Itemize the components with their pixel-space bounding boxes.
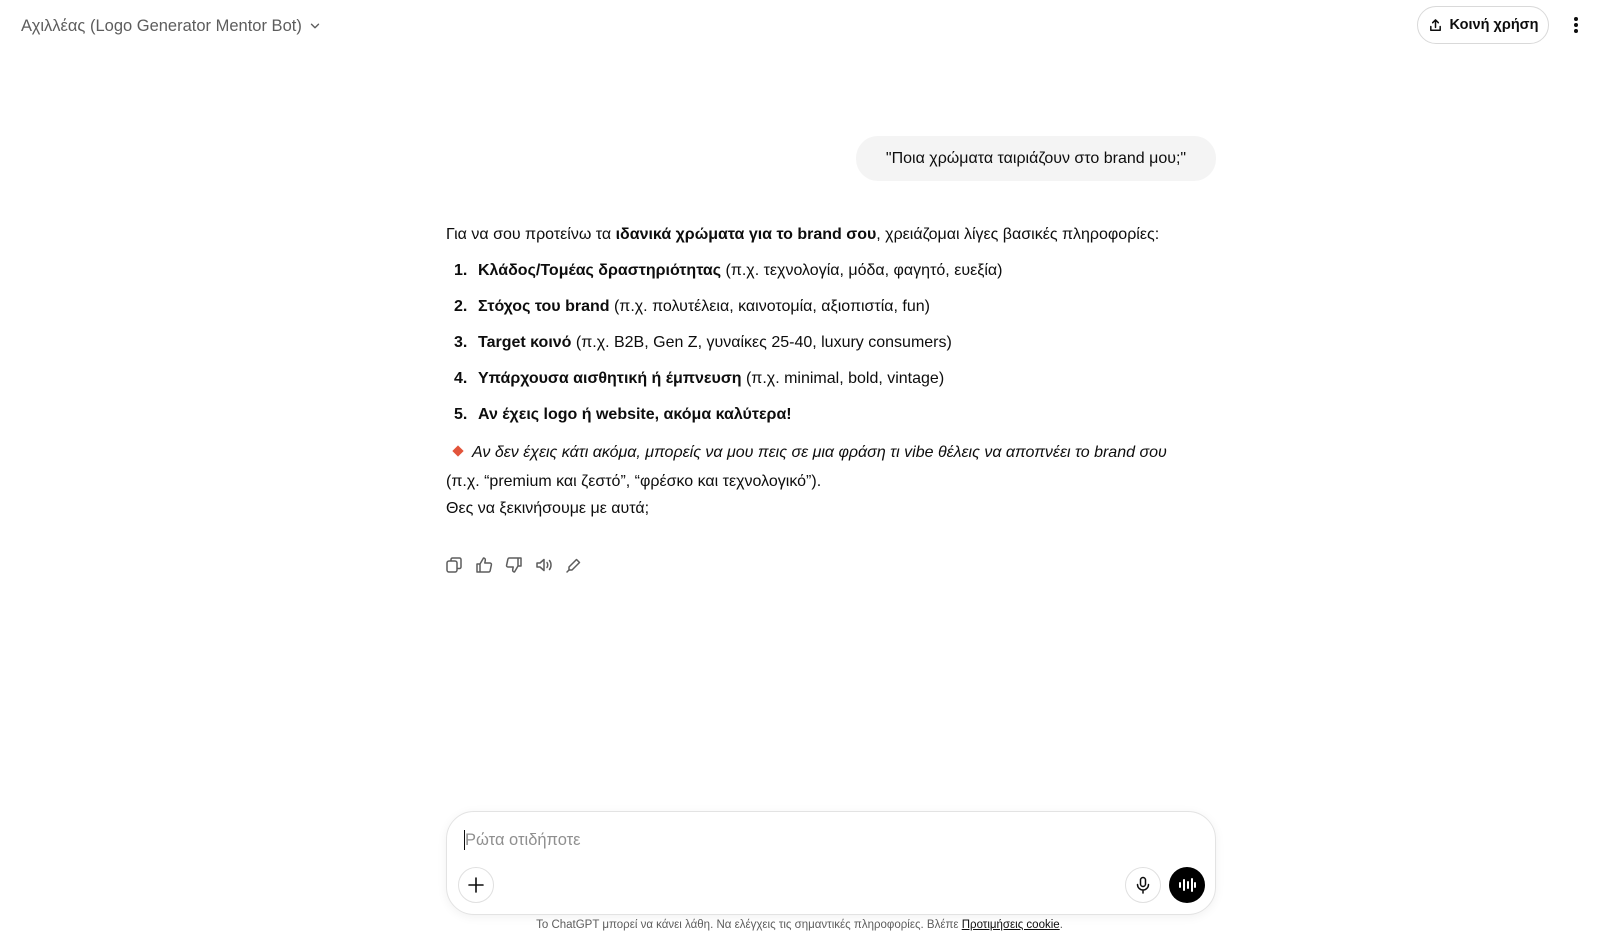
list-item-bold: Υπάρχουσα αισθητική ή έμπνευση: [478, 370, 742, 387]
share-button[interactable]: [1417, 6, 1549, 44]
footer-disclaimer: [0, 919, 1599, 935]
voice-mode-icon: [1177, 875, 1197, 895]
list-item: [446, 330, 1206, 356]
orange-diamond-icon: [452, 445, 463, 456]
read-aloud-icon: [535, 556, 553, 574]
attach-button[interactable]: [458, 867, 494, 903]
share-label: Κοινή χρήση: [1449, 17, 1539, 33]
thumbs-up-button[interactable]: [474, 555, 494, 575]
disclaimer-end: .: [1059, 919, 1063, 931]
intro-prefix: Για να σου προτείνω τα: [446, 226, 616, 243]
plus-icon: [467, 876, 485, 894]
user-message-bubble: [856, 136, 1216, 181]
read-aloud-button[interactable]: [534, 555, 554, 575]
assistant-message: [446, 222, 1206, 522]
message-input[interactable]: [465, 826, 1185, 854]
voice-mode-button[interactable]: [1169, 867, 1205, 903]
list-item: [446, 258, 1206, 284]
intro-bold: ιδανικά χρώματα για το brand σου: [615, 226, 877, 243]
user-message-text: "Ποια χρώματα ταιριάζουν στο brand μου;": [885, 149, 1187, 167]
microphone-icon: [1134, 876, 1152, 894]
list-item-text: (π.χ. πολυτέλεια, καινοτομία, αξιοπιστία, fun): [609, 298, 930, 315]
disclaimer-text: Το ChatGPT μπορεί να κάνει λάθη. Να ελέγχεις τις σημαντικές πληροφορίες. Βλέπε: [536, 919, 962, 931]
list-item-text: (π.χ. τεχνολογία, μόδα, φαγητό, ευεξία): [721, 262, 1003, 279]
list-item-bold: Αν έχεις logo ή website, ακόμα καλύτερα!: [478, 406, 792, 423]
text-caret: [464, 830, 465, 850]
list-number: 3.: [454, 334, 468, 351]
dictate-button[interactable]: [1125, 867, 1161, 903]
requirements-list: [446, 258, 1206, 428]
model-name: Αχιλλέας (Logo Generator Mentor Bot): [21, 16, 302, 35]
assistant-note: [446, 438, 1206, 496]
note-examples: (π.χ. “premium και ζεστό”, “φρέσκο και τεχνολογικό”).: [446, 473, 822, 490]
list-item-text: (π.χ. minimal, bold, vintage): [741, 370, 945, 387]
top-bar: [0, 0, 1599, 52]
list-item: [446, 294, 1206, 320]
more-vertical-icon: [1573, 16, 1579, 34]
list-item-bold: Στόχος του brand: [478, 298, 610, 315]
thumbs-up-icon: [475, 556, 493, 574]
composer: [446, 811, 1216, 915]
list-item-bold: Target κοινό: [478, 334, 572, 351]
thumbs-down-icon: [505, 556, 523, 574]
upload-icon: [1428, 18, 1443, 33]
list-number: 1.: [454, 262, 468, 279]
edit-icon: [565, 556, 583, 574]
model-switcher[interactable]: [12, 10, 331, 42]
cookie-preferences-link[interactable]: Προτιμήσεις cookie: [961, 919, 1060, 931]
copy-icon: [445, 556, 463, 574]
assistant-intro: [446, 222, 1206, 248]
list-item-text: (π.χ. B2B, Gen Z, γυναίκες 25-40, luxury consumers): [571, 334, 952, 351]
edit-button[interactable]: [564, 555, 584, 575]
list-number: 4.: [454, 370, 468, 387]
copy-button[interactable]: [444, 555, 464, 575]
assistant-closing: Θες να ξεκινήσουμε με αυτά;: [446, 500, 650, 517]
more-options-button[interactable]: [1560, 9, 1592, 41]
message-actions: [444, 555, 584, 575]
chevron-down-icon: [308, 19, 322, 33]
list-item-bold: Κλάδος/Τομέας δραστηριότητας: [478, 262, 722, 279]
thumbs-down-button[interactable]: [504, 555, 524, 575]
list-number: 2.: [454, 298, 468, 315]
list-item: [446, 366, 1206, 392]
list-number: 5.: [454, 406, 468, 423]
note-italic: Αν δεν έχεις κάτι ακόμα, μπορείς να μου πεις σε μια φράση τι vibe θέλεις να αποπνέει το brand σου: [472, 444, 1167, 461]
intro-suffix: , χρειάζομαι λίγες βασικές πληροφορίες:: [876, 226, 1160, 243]
list-item: [446, 402, 1206, 428]
